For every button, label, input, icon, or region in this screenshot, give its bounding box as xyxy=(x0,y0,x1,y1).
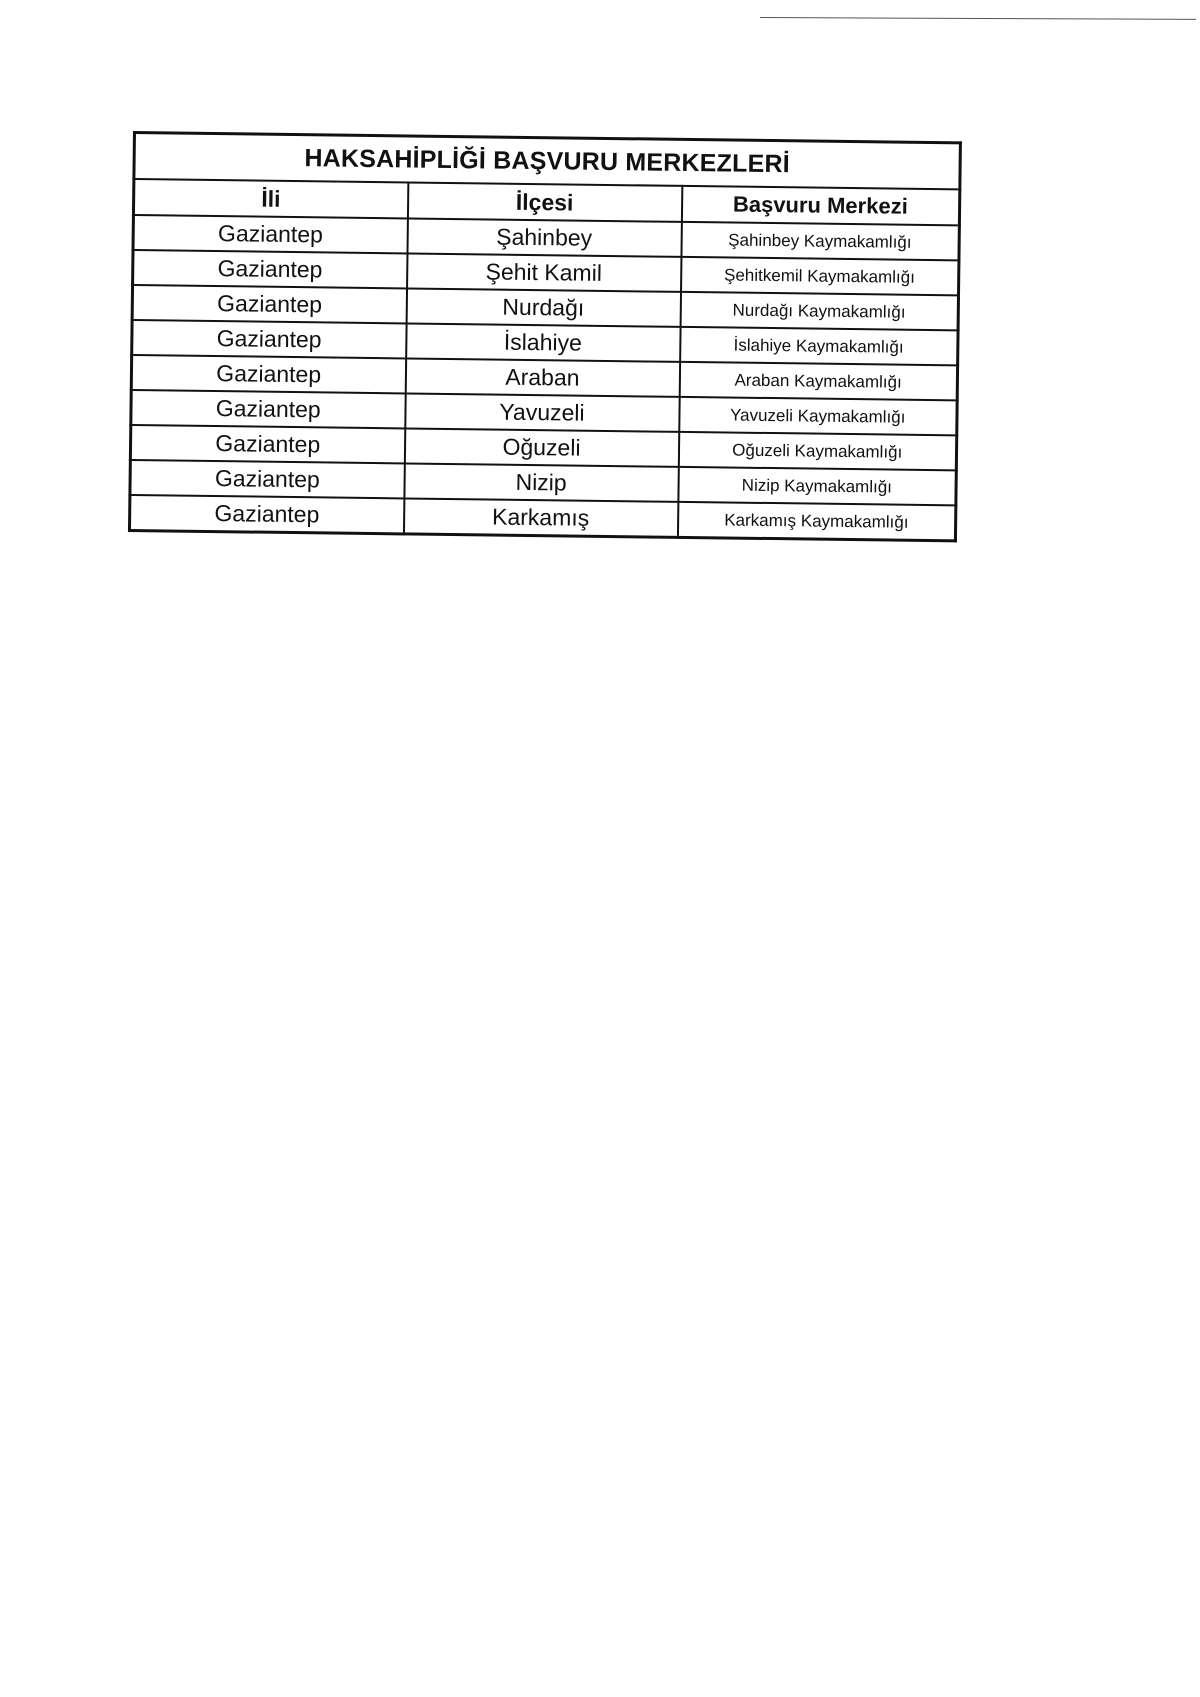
province-cell: Gaziantep xyxy=(133,215,407,253)
district-cell: Oğuzeli xyxy=(404,428,678,466)
district-cell: Karkamış xyxy=(403,498,677,537)
application-center-cell: İslahiye Kaymakamlığı xyxy=(680,327,958,365)
province-cell: Gaziantep xyxy=(129,495,403,534)
column-header-district: İlçesi xyxy=(407,182,681,221)
province-cell: Gaziantep xyxy=(132,320,406,358)
table-title: HAKSAHİPLİĞİ BAŞVURU MERKEZLERİ xyxy=(134,133,961,190)
province-cell: Gaziantep xyxy=(131,390,405,428)
application-center-cell: Nurdağı Kaymakamlığı xyxy=(680,292,958,330)
province-cell: Gaziantep xyxy=(133,250,407,288)
application-center-cell: Araban Kaymakamlığı xyxy=(679,362,957,400)
district-cell: Nurdağı xyxy=(406,288,680,326)
province-cell: Gaziantep xyxy=(130,460,404,498)
province-cell: Gaziantep xyxy=(131,355,405,393)
application-centers-table-wrapper xyxy=(128,131,959,542)
district-cell: Nizip xyxy=(404,463,678,501)
district-cell: Şehit Kamil xyxy=(407,253,681,291)
application-centers-table xyxy=(128,131,962,542)
district-cell: Araban xyxy=(405,358,679,396)
district-cell: Yavuzeli xyxy=(405,393,679,431)
scan-edge-line xyxy=(760,17,1196,20)
province-cell: Gaziantep xyxy=(132,285,406,323)
province-cell: Gaziantep xyxy=(130,425,404,463)
application-center-cell: Nizip Kaymakamlığı xyxy=(678,467,956,505)
application-center-cell: Yavuzeli Kaymakamlığı xyxy=(679,397,957,435)
application-center-cell: Karkamış Kaymakamlığı xyxy=(677,502,955,541)
application-center-cell: Şehitkemil Kaymakamlığı xyxy=(681,257,959,295)
application-center-cell: Şahinbey Kaymakamlığı xyxy=(681,222,959,260)
application-center-cell: Oğuzeli Kaymakamlığı xyxy=(678,432,956,470)
district-cell: İslahiye xyxy=(406,323,680,361)
district-cell: Şahinbey xyxy=(407,218,681,256)
column-header-application-center: Başvuru Merkezi xyxy=(681,186,959,225)
column-header-province: İli xyxy=(133,179,407,218)
